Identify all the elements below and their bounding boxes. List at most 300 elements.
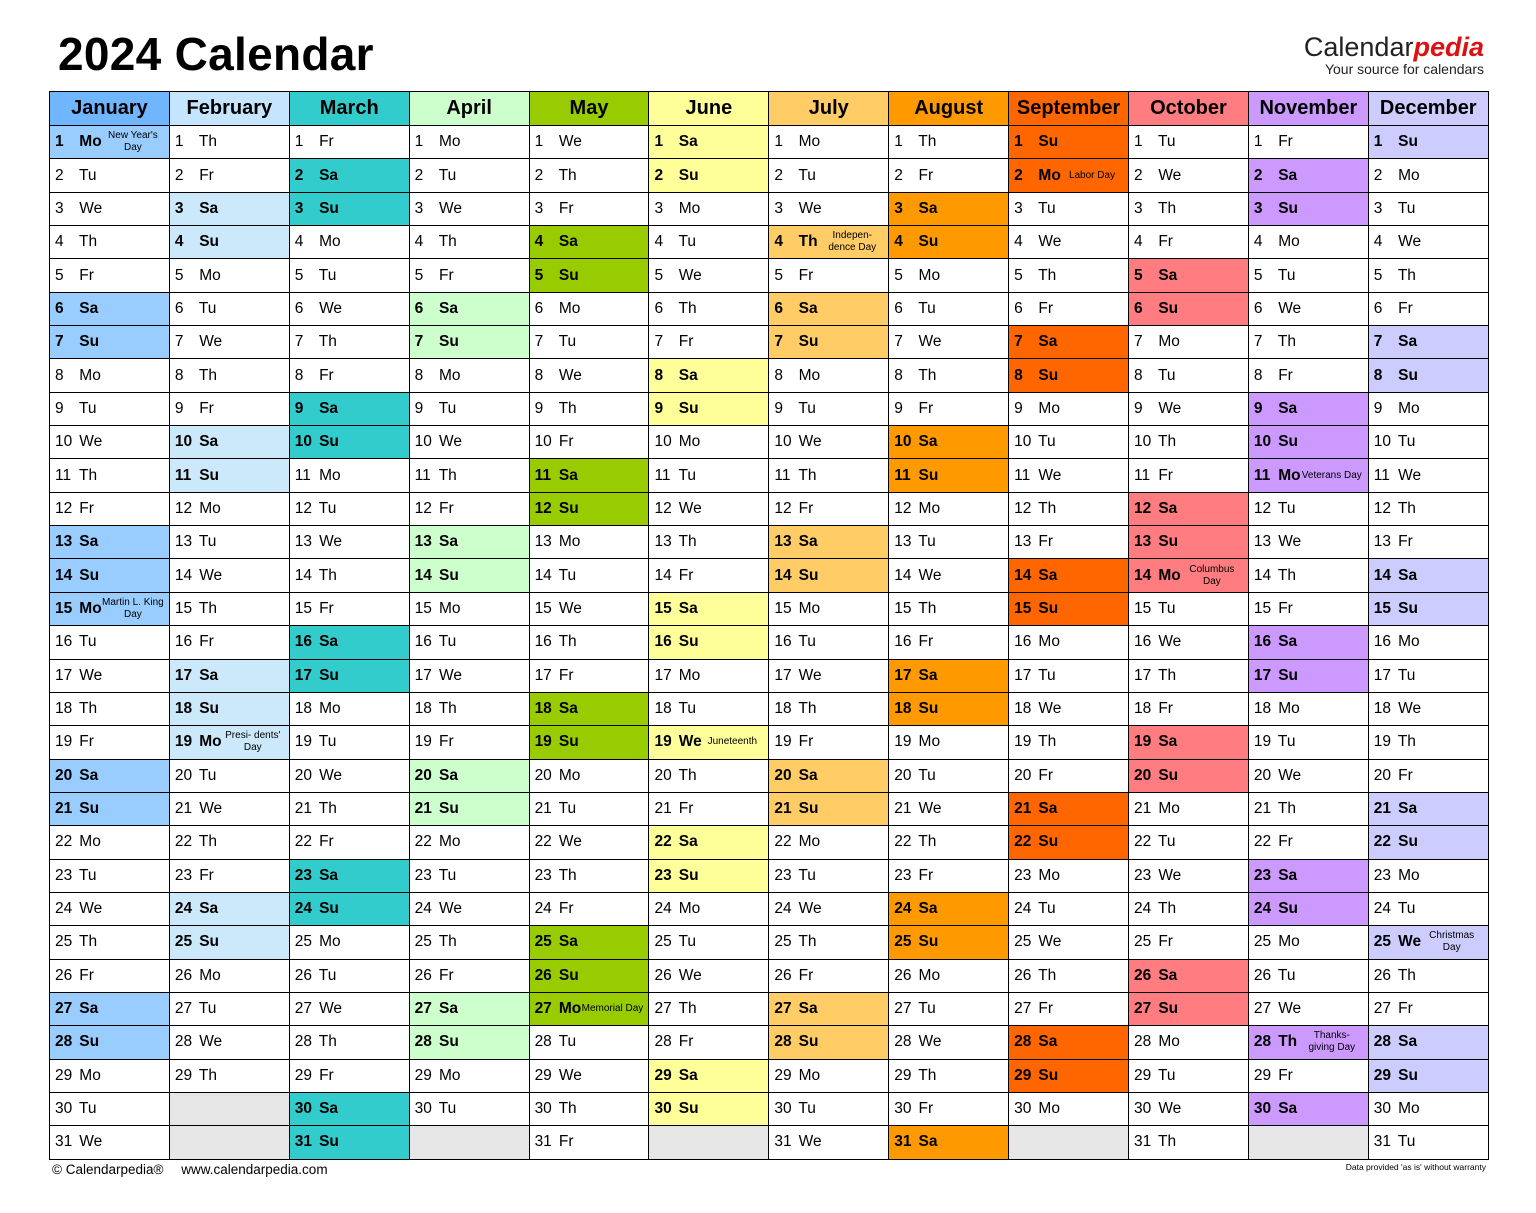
day-cell <box>289 659 409 692</box>
weekday-abbr: Su <box>1393 133 1418 151</box>
weekday-abbr: We <box>314 299 343 317</box>
day-number: 22 <box>774 833 792 851</box>
day-cell <box>50 292 170 325</box>
day-cell <box>289 959 409 992</box>
day-number: 27 <box>1253 1000 1272 1018</box>
weekday-abbr: Sa <box>1154 733 1178 751</box>
day-label <box>1254 200 1298 218</box>
day-label <box>894 200 937 218</box>
day-number: 8 <box>174 366 184 384</box>
day-cell <box>169 559 289 592</box>
day-label <box>1254 1033 1297 1051</box>
day-cell <box>889 692 1009 725</box>
day-number: 28 <box>774 1033 792 1051</box>
day-cell <box>169 759 289 792</box>
day-label <box>1134 400 1181 418</box>
day-number: 21 <box>414 800 432 818</box>
weekday-abbr: Su <box>194 700 220 718</box>
day-label <box>55 1133 102 1151</box>
day-label <box>1014 667 1056 685</box>
weekday-abbr: Su <box>194 933 220 951</box>
day-label <box>1374 400 1420 418</box>
day-cell <box>769 126 889 159</box>
weekday-abbr: Mo <box>314 233 341 251</box>
weekday-abbr: Sa <box>1273 166 1298 184</box>
weekday-abbr: Fr <box>1393 1000 1413 1018</box>
day-cell <box>1368 426 1488 459</box>
day-number: 25 <box>174 933 193 951</box>
weekday-abbr: Mo <box>194 733 222 751</box>
weekday-abbr: Sa <box>1034 800 1058 818</box>
day-number: 18 <box>55 700 73 718</box>
day-label <box>535 1133 574 1151</box>
day-label <box>1134 733 1177 751</box>
weekday-abbr: Sa <box>434 533 458 551</box>
weekday-abbr: Fr <box>75 733 94 751</box>
brand-name-part1: Calendar <box>1303 32 1414 62</box>
day-number: 7 <box>534 333 544 351</box>
day-cell <box>1009 659 1129 692</box>
day-row <box>50 692 1489 725</box>
day-label <box>894 700 938 718</box>
day-cell <box>1248 1059 1368 1092</box>
day-row <box>50 126 1489 159</box>
day-row <box>50 492 1489 525</box>
day-number: 23 <box>654 866 672 884</box>
day-label <box>535 1100 577 1118</box>
day-label <box>415 900 462 918</box>
day-number: 28 <box>294 1033 313 1051</box>
day-label <box>535 933 578 951</box>
weekday-abbr: Mo <box>1154 566 1181 584</box>
day-number: 22 <box>1253 833 1272 851</box>
day-cell <box>1248 459 1368 492</box>
day-cell <box>649 926 769 959</box>
day-number: 6 <box>774 299 783 317</box>
weekday-abbr: Su <box>554 733 579 751</box>
day-number: 22 <box>654 833 672 851</box>
day-number: 12 <box>1014 499 1032 517</box>
day-number: 24 <box>1014 900 1032 918</box>
weekday-abbr: We <box>674 266 702 284</box>
day-row <box>50 426 1489 459</box>
day-number: 21 <box>55 800 73 818</box>
day-number: 1 <box>534 133 544 151</box>
day-cell <box>529 1026 649 1059</box>
weekday-abbr: Su <box>674 166 699 184</box>
day-cell <box>529 992 649 1025</box>
holiday-label: Columbus Day <box>1189 563 1235 587</box>
weekday-abbr: We <box>1154 866 1182 884</box>
weekday-abbr: Tu <box>1034 666 1056 684</box>
day-label <box>175 467 219 485</box>
day-cell <box>529 126 649 159</box>
weekday-abbr: Su <box>554 499 579 517</box>
day-cell <box>769 492 889 525</box>
day-label <box>295 1000 342 1018</box>
day-label <box>1374 967 1416 985</box>
day-cell <box>1129 592 1249 625</box>
weekday-abbr: Mo <box>1393 633 1420 651</box>
day-cell <box>169 526 289 559</box>
day-cell <box>1129 126 1249 159</box>
day-label <box>175 1033 222 1051</box>
day-number: 25 <box>55 933 73 951</box>
weekday-abbr: We <box>674 733 702 751</box>
day-cell <box>409 1092 529 1125</box>
day-label <box>1014 1100 1060 1118</box>
day-number: 20 <box>894 766 912 784</box>
day-cell <box>1129 259 1249 292</box>
day-cell <box>50 426 170 459</box>
weekday-abbr: Sa <box>1393 566 1418 584</box>
day-number: 14 <box>774 566 792 584</box>
day-label <box>415 767 458 785</box>
day-cell <box>529 1126 649 1159</box>
day-number: 3 <box>55 199 64 217</box>
day-number: 19 <box>414 733 432 751</box>
day-cell <box>1248 692 1368 725</box>
weekday-abbr: Fr <box>794 499 814 517</box>
day-cell <box>649 792 769 825</box>
day-number: 29 <box>534 1066 552 1084</box>
day-label <box>1014 267 1056 285</box>
day-number: 20 <box>294 766 313 784</box>
day-cell <box>1129 326 1249 359</box>
day-cell <box>649 659 769 692</box>
day-cell <box>409 992 529 1025</box>
day-number: 11 <box>534 466 551 484</box>
weekday-abbr: Tu <box>434 633 457 651</box>
weekday-abbr: Su <box>1273 666 1299 684</box>
day-cell <box>649 126 769 159</box>
day-label <box>1254 1067 1293 1085</box>
day-cell <box>769 859 889 892</box>
day-number: 10 <box>894 433 912 451</box>
day-cell <box>769 1092 889 1125</box>
day-label <box>1254 133 1293 151</box>
day-cell <box>169 192 289 225</box>
day-cell <box>50 626 170 659</box>
day-cell <box>169 1026 289 1059</box>
day-number: 14 <box>1014 566 1032 584</box>
weekday-abbr: Su <box>434 800 459 818</box>
weekday-abbr: Tu <box>674 933 696 951</box>
day-number: 12 <box>774 499 792 517</box>
day-number: 15 <box>414 599 432 617</box>
day-cell <box>1129 859 1249 892</box>
weekday-abbr: Su <box>75 333 100 351</box>
day-number: 13 <box>414 533 432 551</box>
weekday-abbr: Sa <box>1154 499 1178 517</box>
weekday-abbr: Mo <box>674 199 701 217</box>
day-number: 2 <box>414 166 424 184</box>
day-label <box>535 367 582 385</box>
day-number: 3 <box>1253 199 1263 217</box>
day-label <box>535 1033 577 1051</box>
weekday-abbr: We <box>554 833 582 851</box>
day-label <box>175 1067 217 1085</box>
weekday-abbr: Fr <box>674 800 694 818</box>
day-cell <box>289 826 409 859</box>
day-label <box>1374 833 1418 851</box>
day-label <box>1134 1133 1176 1151</box>
day-label <box>774 300 817 318</box>
day-number: 8 <box>654 366 664 384</box>
weekday-abbr: Mo <box>1034 1100 1060 1118</box>
day-cell <box>1368 626 1488 659</box>
weekday-abbr: We <box>75 199 103 217</box>
day-label <box>1134 900 1176 918</box>
day-number: 16 <box>774 633 792 651</box>
day-cell <box>649 992 769 1025</box>
day-label <box>1254 967 1296 985</box>
day-cell <box>529 492 649 525</box>
day-cell <box>529 559 649 592</box>
day-number: 23 <box>294 866 313 884</box>
day-number: 24 <box>294 900 313 918</box>
day-number: 5 <box>55 266 64 284</box>
day-number: 19 <box>534 733 552 751</box>
day-number: 26 <box>294 966 313 984</box>
day-label <box>415 933 457 951</box>
weekday-abbr: We <box>1273 299 1302 317</box>
day-number: 12 <box>55 499 73 517</box>
day-row <box>50 659 1489 692</box>
day-number: 13 <box>534 533 552 551</box>
day-number: 18 <box>1014 700 1032 718</box>
weekday-abbr: We <box>434 433 462 451</box>
day-number: 3 <box>294 199 304 217</box>
day-label <box>175 400 214 418</box>
day-cell <box>1248 759 1368 792</box>
day-number: 31 <box>774 1133 792 1151</box>
day-cell <box>889 359 1009 392</box>
day-label <box>175 567 222 585</box>
weekday-abbr: Tu <box>1154 1066 1176 1084</box>
day-cell <box>1129 1059 1249 1092</box>
day-number: 22 <box>294 833 313 851</box>
weekday-abbr: Tu <box>794 166 816 184</box>
weekday-abbr: We <box>914 1033 942 1051</box>
day-number: 20 <box>1373 766 1392 784</box>
day-cell <box>1009 259 1129 292</box>
weekday-abbr: Sa <box>914 199 938 217</box>
day-row <box>50 459 1489 492</box>
day-cell <box>289 226 409 259</box>
weekday-abbr: Fr <box>674 1033 694 1051</box>
day-label <box>1014 967 1056 985</box>
day-number: 11 <box>414 466 431 484</box>
day-label <box>1254 900 1298 918</box>
day-label <box>175 433 218 451</box>
day-label <box>295 467 341 485</box>
weekday-abbr: Fr <box>1273 366 1293 384</box>
weekday-abbr: We <box>434 666 462 684</box>
day-label <box>1254 167 1297 185</box>
weekday-abbr: We <box>75 900 103 918</box>
day-number: 10 <box>294 433 313 451</box>
day-number: 23 <box>55 866 73 884</box>
day-number: 16 <box>654 633 672 651</box>
day-label <box>1254 333 1296 351</box>
day-cell <box>1009 526 1129 559</box>
day-number: 17 <box>1373 666 1392 684</box>
day-label <box>295 1067 334 1085</box>
day-cell <box>1248 1026 1368 1059</box>
day-cell <box>649 559 769 592</box>
day-cell <box>529 926 649 959</box>
day-number: 18 <box>1134 700 1152 718</box>
weekday-abbr: Mo <box>794 366 821 384</box>
day-cell <box>889 892 1009 925</box>
day-cell <box>889 826 1009 859</box>
day-cell <box>50 192 170 225</box>
day-label <box>415 1033 459 1051</box>
day-label <box>1374 867 1420 885</box>
day-cell <box>1009 292 1129 325</box>
day-cell <box>1248 726 1368 759</box>
day-label <box>55 1000 98 1018</box>
day-number: 2 <box>894 166 903 184</box>
day-cell <box>649 259 769 292</box>
weekday-abbr: Mo <box>554 766 581 784</box>
day-cell <box>409 226 529 259</box>
day-label <box>295 733 337 751</box>
day-number: 22 <box>414 833 432 851</box>
day-number: 25 <box>534 933 552 951</box>
day-cell <box>889 1126 1009 1159</box>
weekday-abbr: Tu <box>1393 1133 1416 1151</box>
day-label <box>1134 867 1181 885</box>
day-cell <box>169 992 289 1025</box>
weekday-abbr: We <box>1393 233 1422 251</box>
day-label <box>535 633 577 651</box>
weekday-abbr: Fr <box>554 199 574 217</box>
day-cell <box>1368 692 1488 725</box>
day-cell <box>409 792 529 825</box>
holiday-label: Indepen- dence Day <box>828 230 877 254</box>
weekday-abbr: Tu <box>1273 966 1296 984</box>
day-number: 26 <box>414 966 432 984</box>
day-cell <box>50 692 170 725</box>
day-number: 23 <box>894 866 912 884</box>
day-label <box>295 200 339 218</box>
day-label <box>894 967 940 985</box>
day-label <box>415 633 457 651</box>
day-number: 23 <box>1253 866 1272 884</box>
day-label <box>535 433 574 451</box>
day-row <box>50 159 1489 192</box>
day-label <box>894 833 936 851</box>
day-label <box>415 667 462 685</box>
weekday-abbr: Sa <box>1034 333 1058 351</box>
day-label <box>415 600 461 618</box>
day-number: 13 <box>894 533 912 551</box>
weekday-abbr: Th <box>1154 199 1177 217</box>
day-label <box>774 1000 817 1018</box>
day-label <box>774 167 816 185</box>
day-cell <box>649 1026 769 1059</box>
day-cell <box>409 692 529 725</box>
day-label <box>295 533 342 551</box>
weekday-abbr: Tu <box>314 733 337 751</box>
day-cell <box>769 759 889 792</box>
day-label <box>55 367 101 385</box>
day-label <box>1134 800 1180 818</box>
day-number: 17 <box>774 666 792 684</box>
day-label <box>1134 167 1181 185</box>
day-number: 29 <box>774 1066 792 1084</box>
day-cell <box>289 192 409 225</box>
weekday-abbr: Mo <box>794 1066 821 1084</box>
day-cell <box>289 492 409 525</box>
weekday-abbr: Sa <box>434 1000 458 1018</box>
day-cell <box>1368 659 1488 692</box>
day-number: 28 <box>534 1033 552 1051</box>
day-number: 23 <box>414 866 432 884</box>
day-cell <box>529 326 649 359</box>
day-cell <box>1368 826 1488 859</box>
day-cell <box>1129 692 1249 725</box>
day-cell <box>1248 659 1368 692</box>
day-cell <box>529 292 649 325</box>
day-label <box>1254 633 1297 651</box>
day-cell <box>1248 492 1368 525</box>
day-number: 1 <box>1134 133 1143 151</box>
day-label <box>654 1100 698 1118</box>
day-cell <box>409 892 529 925</box>
day-label <box>1374 933 1421 951</box>
day-label <box>894 300 936 318</box>
weekday-abbr: Th <box>674 533 697 551</box>
weekday-abbr: Th <box>194 599 218 617</box>
weekday-abbr: We <box>1154 633 1182 651</box>
day-label <box>1254 833 1293 851</box>
day-label <box>774 333 818 351</box>
day-label <box>1254 933 1300 951</box>
footer-copyright: © Calendarpedia® <box>52 1162 164 1177</box>
day-number: 20 <box>55 766 73 784</box>
day-label <box>295 933 341 951</box>
day-number: 4 <box>534 233 544 251</box>
day-cell <box>289 159 409 192</box>
day-row <box>50 826 1489 859</box>
day-cell <box>649 526 769 559</box>
month-header-july: July <box>769 92 889 126</box>
day-label <box>1374 700 1421 718</box>
day-cell <box>409 726 529 759</box>
day-label <box>774 1100 816 1118</box>
month-header-april: April <box>409 92 529 126</box>
day-cell <box>1368 226 1488 259</box>
calendar-table <box>49 91 1489 1160</box>
day-cell <box>769 826 889 859</box>
day-cell <box>1009 159 1129 192</box>
day-cell <box>1009 726 1129 759</box>
day-label <box>894 400 933 418</box>
day-cell <box>1009 126 1129 159</box>
day-cell <box>409 159 529 192</box>
day-number: 9 <box>1373 399 1383 417</box>
day-number: 3 <box>1014 199 1023 217</box>
day-cell <box>1129 459 1249 492</box>
day-number: 15 <box>534 599 552 617</box>
weekday-abbr: Sa <box>434 299 458 317</box>
day-number: 7 <box>1014 333 1023 351</box>
day-number: 12 <box>414 499 432 517</box>
day-number: 19 <box>1134 733 1152 751</box>
